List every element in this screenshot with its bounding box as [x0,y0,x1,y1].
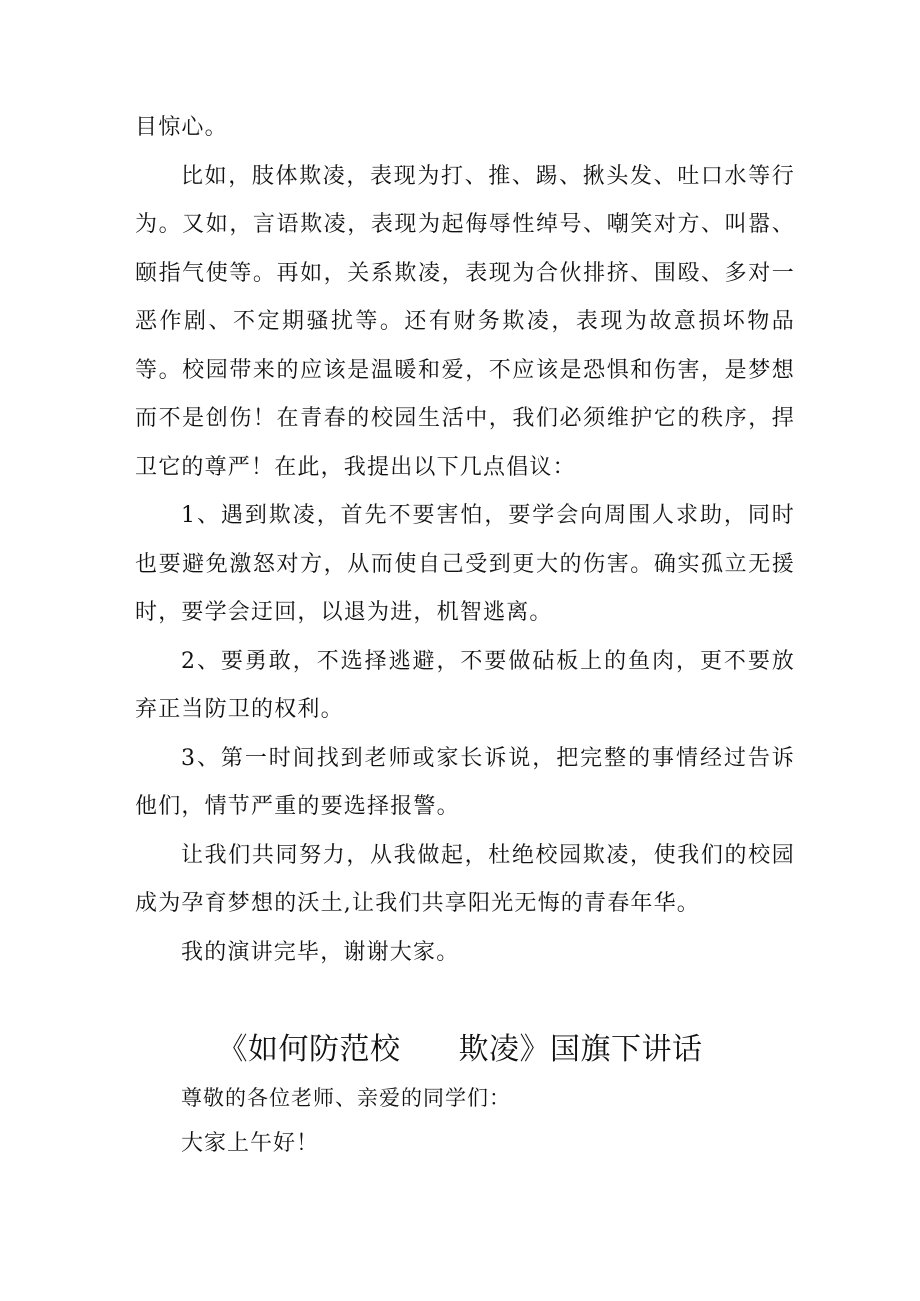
salutation: 尊敬的各位老师、亲爱的同学们： [181,1086,511,1110]
speech-title-part2: 欺凌》国旗下讲话 [458,1032,703,1067]
paragraph-proposal-2: 2、要勇敢，不选择逃避，不要做砧板上的鱼肉，更不要放弃正当防卫的权利。 [135,648,795,722]
paragraph-proposal-1: 1、遇到欺凌，首先不要害怕，要学会向周围人求助，同时也要避免激怒对方，从而使自己受到更大的伤害。确实孤立无援时，要学会迂回，以退为进，机智逃离。 [135,503,795,625]
speech-title [0,1026,920,1074]
paragraph-continuation: 目惊心。 [135,115,228,140]
paragraph-bullying-types: 比如，肢体欺凌，表现为打、推、踢、揪头发、吐口水等行为。又如，言语欺凌，表现为起侮辱性绰号、嘲笑对方、叫嚣、颐指气使等。再如，关系欺凌，表现为合伙排挤、围殴、多对一恶作剧、不定期骚扰等。还有财务欺凌，表现为故意损坏物品等。校园带来的应该是温暖和爱，不应该是恐惧和伤害，是梦想而不是创伤！在青春的校园生活中，我们必须维护它的秩序，捍卫它的尊严！在此，我提出以下几点倡议： [135,163,795,480]
speech-title-part1: 《如何防范校 [217,1032,401,1067]
greeting: 大家上午好！ [181,1131,320,1156]
speech-body [135,104,795,977]
paragraph-closing: 我的演讲完毕，谢谢大家。 [181,939,460,965]
paragraph-proposal-3: 3、第一时间找到老师或家长诉说，把完整的事情经过告诉他们，情节严重的要选择报警。 [135,745,795,819]
paragraph-call-to-action: 让我们共同努力，从我做起，杜绝校园欺凌，使我们的校园成为孕育梦想的沃土,让我们共享阳光无悔的青春年华。 [135,842,795,916]
